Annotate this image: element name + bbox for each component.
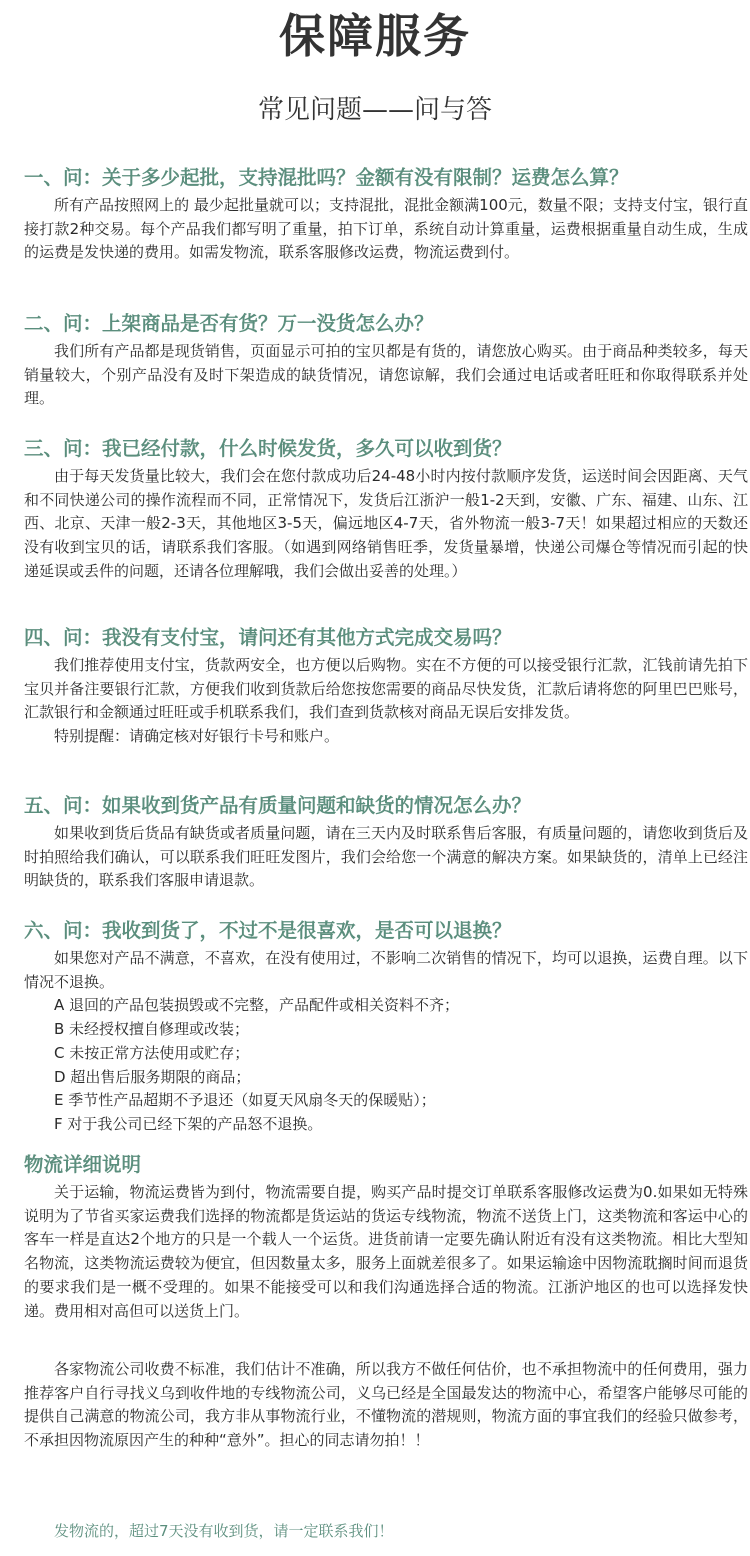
logistics-section [24, 1149, 748, 1323]
faq-section-4 [24, 622, 748, 749]
faq-question: 五、问：如果收到货产品有质量问题和缺货的情况怎么办？ [24, 794, 532, 817]
faq-answer: 如果收到货后货品有缺货或者质量问题，请在三天内及时联系售后客服，有质量问题的，请您收到货后及时拍照给我们确认，可以联系我们旺旺发图片，我们会给您一个满意的解决方案。如果缺货的，清单上已经注明缺货的，联系我们客服申请退款。 [24, 824, 748, 890]
faq-question: 二、问：上架商品是否有货？万一没货怎么办？ [24, 312, 434, 335]
logistics-heading: 物流详细说明 [24, 1153, 142, 1176]
faq-section-3 [24, 433, 748, 584]
faq-question: 六、问：我收到货了，不过不是很喜欢，是否可以退换？ [24, 919, 512, 942]
faq-answer: 我们所有产品都是现货销售，页面显示可拍的宝贝都是有货的，请您放心购买。由于商品种类较多，每天销量较大，个别产品没有及时下架造成的缺货情况，请您谅解，我们会通过电话或者旺旺和你取得联系并处理。 [24, 342, 748, 408]
list-item: B 未经授权擅自修理或改装； [54, 1020, 250, 1039]
faq-answer: 所有产品按照网上的 最少起批量就可以；支持混批，混批金额满100元，数量不限；支持支付宝，银行直接打款2种交易。每个产品我们都写明了重量，拍下订单，系统自动计算重量，运费根据重量自动生成，生成的运费是发快递的费用。如需发物流，联系客服修改运费，物流运费到付。 [24, 196, 748, 262]
page-title: 保障服务 [279, 9, 471, 63]
faq-section-5 [24, 790, 748, 893]
faq-answer: 由于每天发货量比较大，我们会在您付款成功后24-48小时内按付款顺序发货，运送时间会因距离、天气和不同快递公司的操作流程而不同，正常情况下，发货后江浙沪一般1-2天到，安徽、广东、福建、山东、江西、北京、天津一般2-3天，其他地区3-5天，偏远地区4-7天，省外物流一般3-7天！如果超过相应的天数还没有收到宝贝的话，请联系我们客服。（如遇到网络销售旺季，发货量暴增，快递公司爆仓等情况而引起的快递延误或丢件的问题，还请各位理解哦，我们会做出妥善的处理。） [24, 467, 748, 580]
list-item: E 季节性产品超期不予退还（如夏天风扇冬天的保暖贴）； [54, 1091, 436, 1110]
list-item: A 退回的产品包装损毁或不完整，产品配件或相关资料不齐； [54, 996, 460, 1015]
list-item: C 未按正常方法使用或贮存； [54, 1043, 250, 1062]
special-reminder: 特别提醒：请确定核对好银行卡号和账户。 [54, 727, 340, 746]
faq-question: 一、问：关于多少起批，支持混批吗？金额有没有限制？运费怎么算？ [24, 166, 629, 189]
faq-question: 四、问：我没有支付宝，请问还有其他方式完成交易吗？ [24, 626, 512, 649]
list-item: D 超出售后服务期限的商品； [54, 1067, 251, 1086]
page-subtitle: 常见问题——问与答 [257, 95, 492, 125]
faq-answer: 如果您对产品不满意，不喜欢，在没有使用过，不影响二次销售的情况下，均可以退换，运费自理。以下情况不退换。 [24, 949, 748, 991]
faq-section-1 [24, 162, 748, 265]
faq-question: 三、问：我已经付款，什么时候发货，多久可以收到货？ [24, 437, 512, 460]
logistics-paragraph-2: 各家物流公司收费不标准，我们估计不准确，所以我方不做任何估价，也不承担物流中的任何费用，强力推荐客户自行寻找义乌到收件地的专线物流公司，义乌已经是全国最发达的物流中心，希望客户能够尽可能的提供自己满意的物流公司，我方非从事物流行业，不懂物流的潜规则，物流方面的事宜我们的经验只做参考，不承担因物流原因产生的种种“意外”。担心的同志请勿拍！！ [24, 1360, 748, 1450]
logistics-paragraph-1: 关于运输，物流运费皆为到付，物流需要自提，购买产品时提交订单联系客服修改运费为0.如果如无特殊说明为了节省买家运费我们选择的物流都是货运站的货运专线物流，物流不送货上门，这类物流和客运中心的客车一样是直达2个地方的只是一个载人一个运货。进货前请一定要先确认附近有没有这类物流。相比大型知名物流，这类物流运费较为便宜，但因数量太多，服务上面就差很多了。如果运输途中因物流耽搁时间而退货的要求我们是一概不受理的。如果不能接受可以和我们沟通选择合适的物流。江浙沪地区的也可以选择发快递。费用相对高但可以送货上门。 [24, 1183, 748, 1320]
faq-section-2 [24, 308, 748, 411]
logistics-footer-note: 发物流的，超过7天没有收到货，请一定联系我们！ [54, 1522, 394, 1540]
list-item: F 对于我公司已经下架的产品怒不退换。 [54, 1114, 323, 1133]
logistics-footer-section [24, 1519, 748, 1543]
faq-answer: 我们推荐使用支付宝，货款两安全，也方便以后购物。实在不方便的可以接受银行汇款，汇钱前请先拍下宝贝并备注要银行汇款，方便我们收到货款后给您按您需要的商品尽快发货，汇款后请将您的阿里巴巴账号，汇款银行和金额通过旺旺或手机联系我们，我们查到货款核对商品无误后安排发货。 [24, 656, 748, 722]
faq-section-6 [24, 915, 748, 1137]
logistics-section-2 [24, 1358, 748, 1453]
